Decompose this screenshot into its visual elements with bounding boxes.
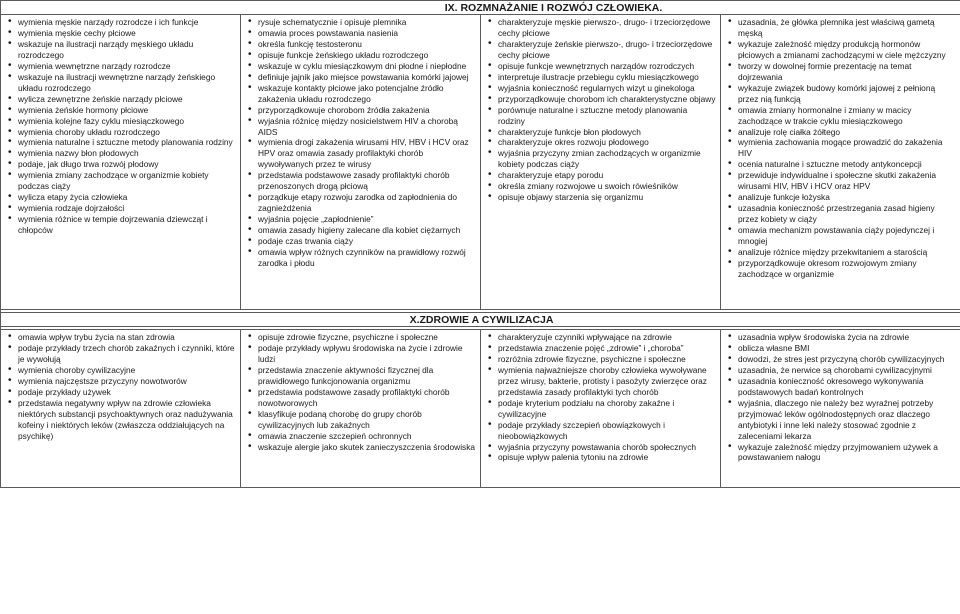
requirement-item: • wyjaśnia przyczyny powstawania chorób społecznych [498, 442, 716, 453]
requirement-item: • wymienia nazwy błon płodowych [18, 148, 236, 159]
requirements-cell [721, 330, 960, 488]
section-title: X.ZDROWIE A CYWILIZACJA [409, 314, 554, 326]
requirements-list [1, 330, 240, 442]
requirement-item: • omawia wpływ trybu życia na stan zdrowia [18, 332, 236, 343]
requirement-item: • omawia wpływ różnych czynników na prawidłowy rozwój zarodka i płodu [258, 247, 476, 269]
requirement-item: • podaje, jak długo trwa rozwój płodowy [18, 159, 236, 170]
requirement-item: • wyjaśnia przyczyny zmian zachodzących w organizmie kobiety podczas ciąży [498, 148, 716, 170]
requirement-item: • klasyfikuje podaną chorobę do grupy chorób cywilizacyjnych lub zakaźnych [258, 409, 476, 431]
requirements-list [241, 15, 480, 269]
requirement-item: • dowodzi, że stres jest przyczyną chorób cywilizacyjnych [738, 354, 956, 365]
requirements-list [1, 15, 240, 236]
requirement-item: • przyporządkowuje chorobom ich charakterystyczne objawy [498, 94, 716, 105]
requirements-cell [1, 15, 241, 310]
requirement-item: • przedstawia podstawowe zasady profilaktyki chorób przenoszonych drogą płciową [258, 170, 476, 192]
requirement-item: • charakteryzuje funkcje błon płodowych [498, 127, 716, 138]
requirement-item: • wylicza zewnętrzne żeńskie narządy płciowe [18, 94, 236, 105]
requirement-item: • podaje przykłady używek [18, 387, 236, 398]
requirement-item: • wymienia męskie narządy rozrodcze i ich funkcje [18, 17, 236, 28]
requirement-item: • przyporządkowuje okresom rozwojowym zmiany zachodzące w organizmie [738, 258, 956, 280]
requirement-item: • wymienia zachowania mogące prowadzić do zakażenia HIV [738, 137, 956, 159]
requirement-item: • charakteryzuje okres rozwoju płodowego [498, 137, 716, 148]
requirement-item: • uzasadnia wpływ środowiska życia na zdrowie [738, 332, 956, 343]
requirements-cell [481, 15, 721, 310]
requirement-item: • opisuje funkcje wewnętrznych narządów rozrodczych [498, 61, 716, 72]
requirement-item: • wymienia choroby układu rozrodczego [18, 127, 236, 138]
requirement-item: • wykazuje związek budowy komórki jajowej z pełnioną przez nią funkcją [738, 83, 956, 105]
requirement-item: • wymienia najważniejsze choroby człowieka wywoływane przez wirusy, bakterie, protisty i pasożyty zwierzęce oraz przedstawia zasady profilaktyki tych chorób [498, 365, 716, 398]
requirement-item: • charakteryzuje żeńskie pierwszo-, drugo- i trzeciorzędowe cechy płciowe [498, 39, 716, 61]
requirement-item: • wymienia zmiany zachodzące w organizmie kobiety podczas ciąży [18, 170, 236, 192]
requirement-item: • wykazuje zależność między produkcją hormonów płciowych a zmianami zachodzącymi w ciele mężczyzny [738, 39, 956, 61]
requirement-item: • przewiduje indywidualne i społeczne skutki zakażenia wirusami HIV, HBV i HCV oraz HPV [738, 170, 956, 192]
requirements-cell [241, 330, 481, 488]
requirement-item: • charakteryzuje męskie pierwszo-, drugo- i trzeciorzędowe cechy płciowe [498, 17, 716, 39]
requirement-item: • oblicza własne BMI [738, 343, 956, 354]
requirements-cell [1, 330, 241, 488]
requirement-item: • porównuje naturalne i sztuczne metody planowania rodziny [498, 105, 716, 127]
requirement-item: • wymienia rodzaje dojrzałości [18, 203, 236, 214]
requirement-item: • określa funkcję testosteronu [258, 39, 476, 50]
requirement-item: • omawia zasady higieny zalecane dla kobiet ciężarnych [258, 225, 476, 236]
requirement-item: • wskazuje w cyklu miesiączkowym dni płodne i niepłodne [258, 61, 476, 72]
requirements-list [721, 15, 960, 280]
requirement-item: • opisuje objawy starzenia się organizmu [498, 192, 716, 203]
requirement-item: • interpretuje ilustracje przebiegu cyklu miesiączkowego [498, 72, 716, 83]
requirement-item: • wyjaśnia różnicę między nosicielstwem HIV a chorobą AIDS [258, 116, 476, 138]
requirement-item: • wymienia wewnętrzne narządy rozrodcze [18, 61, 236, 72]
requirement-item: • wymienia różnice w tempie dojrzewania dziewcząt i chłopców [18, 214, 236, 236]
section-row [1, 330, 960, 488]
requirement-item: • uzasadnia konieczność okresowego wykonywania podstawowych badań kontrolnych [738, 376, 956, 398]
requirement-item: • wymienia żeńskie hormony płciowe [18, 105, 236, 116]
requirement-item: • przedstawia podstawowe zasady profilaktyki chorób nowotworowych [258, 387, 476, 409]
requirement-item: • przedstawia znaczenie aktywności fizycznej dla prawidłowego funkcjonowania organizmu [258, 365, 476, 387]
requirement-item: • podaje czas trwania ciąży [258, 236, 476, 247]
section-title-row [1, 313, 960, 327]
requirement-item: • opisuje zdrowie fizyczne, psychiczne i społeczne [258, 332, 476, 343]
requirement-item: • rozróżnia zdrowie fizyczne, psychiczne i społeczne [498, 354, 716, 365]
requirement-item: • wylicza etapy życia człowieka [18, 192, 236, 203]
requirement-item: • wymienia męskie cechy płciowe [18, 28, 236, 39]
requirement-item: • podaje przykłady trzech chorób zakaźnych i czynniki, które je wywołują [18, 343, 236, 365]
requirement-item: • opisuje funkcje żeńskiego układu rozrodczego [258, 50, 476, 61]
requirement-item: • przedstawia negatywny wpływ na zdrowie człowieka niektórych substancji psychoaktywnych oraz nadużywania kofeiny i niektórych leków (zwłaszcza oddziałujących na psychikę) [18, 398, 236, 442]
requirement-item: • wymienia najczęstsze przyczyny nowotworów [18, 376, 236, 387]
requirement-item: • analizuje funkcje łożyska [738, 192, 956, 203]
requirement-item: • ocenia naturalne i sztuczne metody antykoncepcji [738, 159, 956, 170]
requirement-item: • wymienia kolejne fazy cyklu miesiączkowego [18, 116, 236, 127]
requirement-item: • wskazuje na ilustracji wewnętrzne narządy żeńskiego układu rozrodczego [18, 72, 236, 94]
requirement-item: • wymienia drogi zakażenia wirusami HIV, HBV i HCV oraz HPV oraz omawia zasady profilaktyki chorób wywoływanych przez te wirusy [258, 137, 476, 170]
section-title-cell [1, 313, 960, 327]
requirement-item: • przedstawia znaczenie pojęć „zdrowie” i „choroba” [498, 343, 716, 354]
requirement-item: • wykazuje zależność między przyjmowaniem używek a powstawaniem nałogu [738, 442, 956, 464]
requirement-item: • uzasadnia, że nerwice są chorobami cywilizacyjnymi [738, 365, 956, 376]
requirement-item: • uzasadnia, że główka plemnika jest właściwą gametą męską [738, 17, 956, 39]
requirements-cell [721, 15, 960, 310]
requirement-item: • tworzy w dowolnej formie prezentację na temat dojrzewania [738, 61, 956, 83]
requirement-item: • omawia znaczenie szczepień ochronnych [258, 431, 476, 442]
requirement-item: • omawia proces powstawania nasienia [258, 28, 476, 39]
requirements-list [721, 330, 960, 463]
requirement-item: • wyjaśnia, dlaczego nie należy bez wyraźnej potrzeby przyjmować leków ogólnodostępnych oraz dlaczego antybiotyki i inne leki należy stosować zgodnie z zaleceniami lekarza [738, 398, 956, 442]
requirement-item: • wyjaśnia pojęcie „zapłodnienie” [258, 214, 476, 225]
requirement-item: • wskazuje na ilustracji narządy męskiego układu rozrodczego [18, 39, 236, 61]
requirements-list [241, 330, 480, 452]
requirement-item: • przyporządkowuje chorobom źródła zakażenia [258, 105, 476, 116]
requirement-item: • charakteryzuje czynniki wpływające na zdrowie [498, 332, 716, 343]
requirements-list [481, 330, 720, 463]
requirement-item: • charakteryzuje etapy porodu [498, 170, 716, 181]
requirement-item: • podaje kryterium podziału na choroby zakaźne i cywilizacyjne [498, 398, 716, 420]
requirements-list [481, 15, 720, 203]
requirements-cell [481, 330, 721, 488]
requirement-item: • podaje przykłady szczepień obowiązkowych i nieobowiązkowych [498, 420, 716, 442]
requirement-item: • definiuje jajnik jako miejsce powstawania komórki jajowej [258, 72, 476, 83]
section-title-row [1, 1, 960, 15]
requirement-item: • wymienia choroby cywilizacyjne [18, 365, 236, 376]
requirement-item: • uzasadnia konieczność przestrzegania zasad higieny przez kobiety w ciąży [738, 203, 956, 225]
section-row [1, 15, 960, 310]
requirement-item: • wyjaśnia konieczność regularnych wizyt u ginekologa [498, 83, 716, 94]
requirement-item: • porządkuje etapy rozwoju zarodka od zapłodnienia do zagnieżdżenia [258, 192, 476, 214]
requirement-item: • wymienia naturalne i sztuczne metody planowania rodziny [18, 137, 236, 148]
requirement-item: • omawia mechanizm powstawania ciąży pojedynczej i mnogiej [738, 225, 956, 247]
section-title: IX. ROZMNAŻANIE I ROZWÓJ CZŁOWIEKA. [444, 2, 663, 14]
requirement-item: • omawia zmiany hormonalne i zmiany w macicy zachodzące w trakcie cyklu miesiączkowego [738, 105, 956, 127]
requirements-cell [241, 15, 481, 310]
requirement-item: • analizuje różnice między przekwitaniem a starością [738, 247, 956, 258]
section-title-cell [1, 1, 960, 15]
requirement-item: • opisuje wpływ palenia tytoniu na zdrowie [498, 452, 716, 463]
requirement-item: • wskazuje alergie jako skutek zanieczyszczenia środowiska [258, 442, 476, 453]
requirement-item: • analizuje rolę ciałka żółtego [738, 127, 956, 138]
requirement-item: • określa zmiany rozwojowe u swoich rówieśników [498, 181, 716, 192]
requirement-item: • podaje przykłady wpływu środowiska na życie i zdrowie ludzi [258, 343, 476, 365]
requirement-item: • rysuje schematycznie i opisuje plemnika [258, 17, 476, 28]
requirement-item: • wskazuje kontakty płciowe jako potencjalne źródło zakażenia układu rozrodczego [258, 83, 476, 105]
